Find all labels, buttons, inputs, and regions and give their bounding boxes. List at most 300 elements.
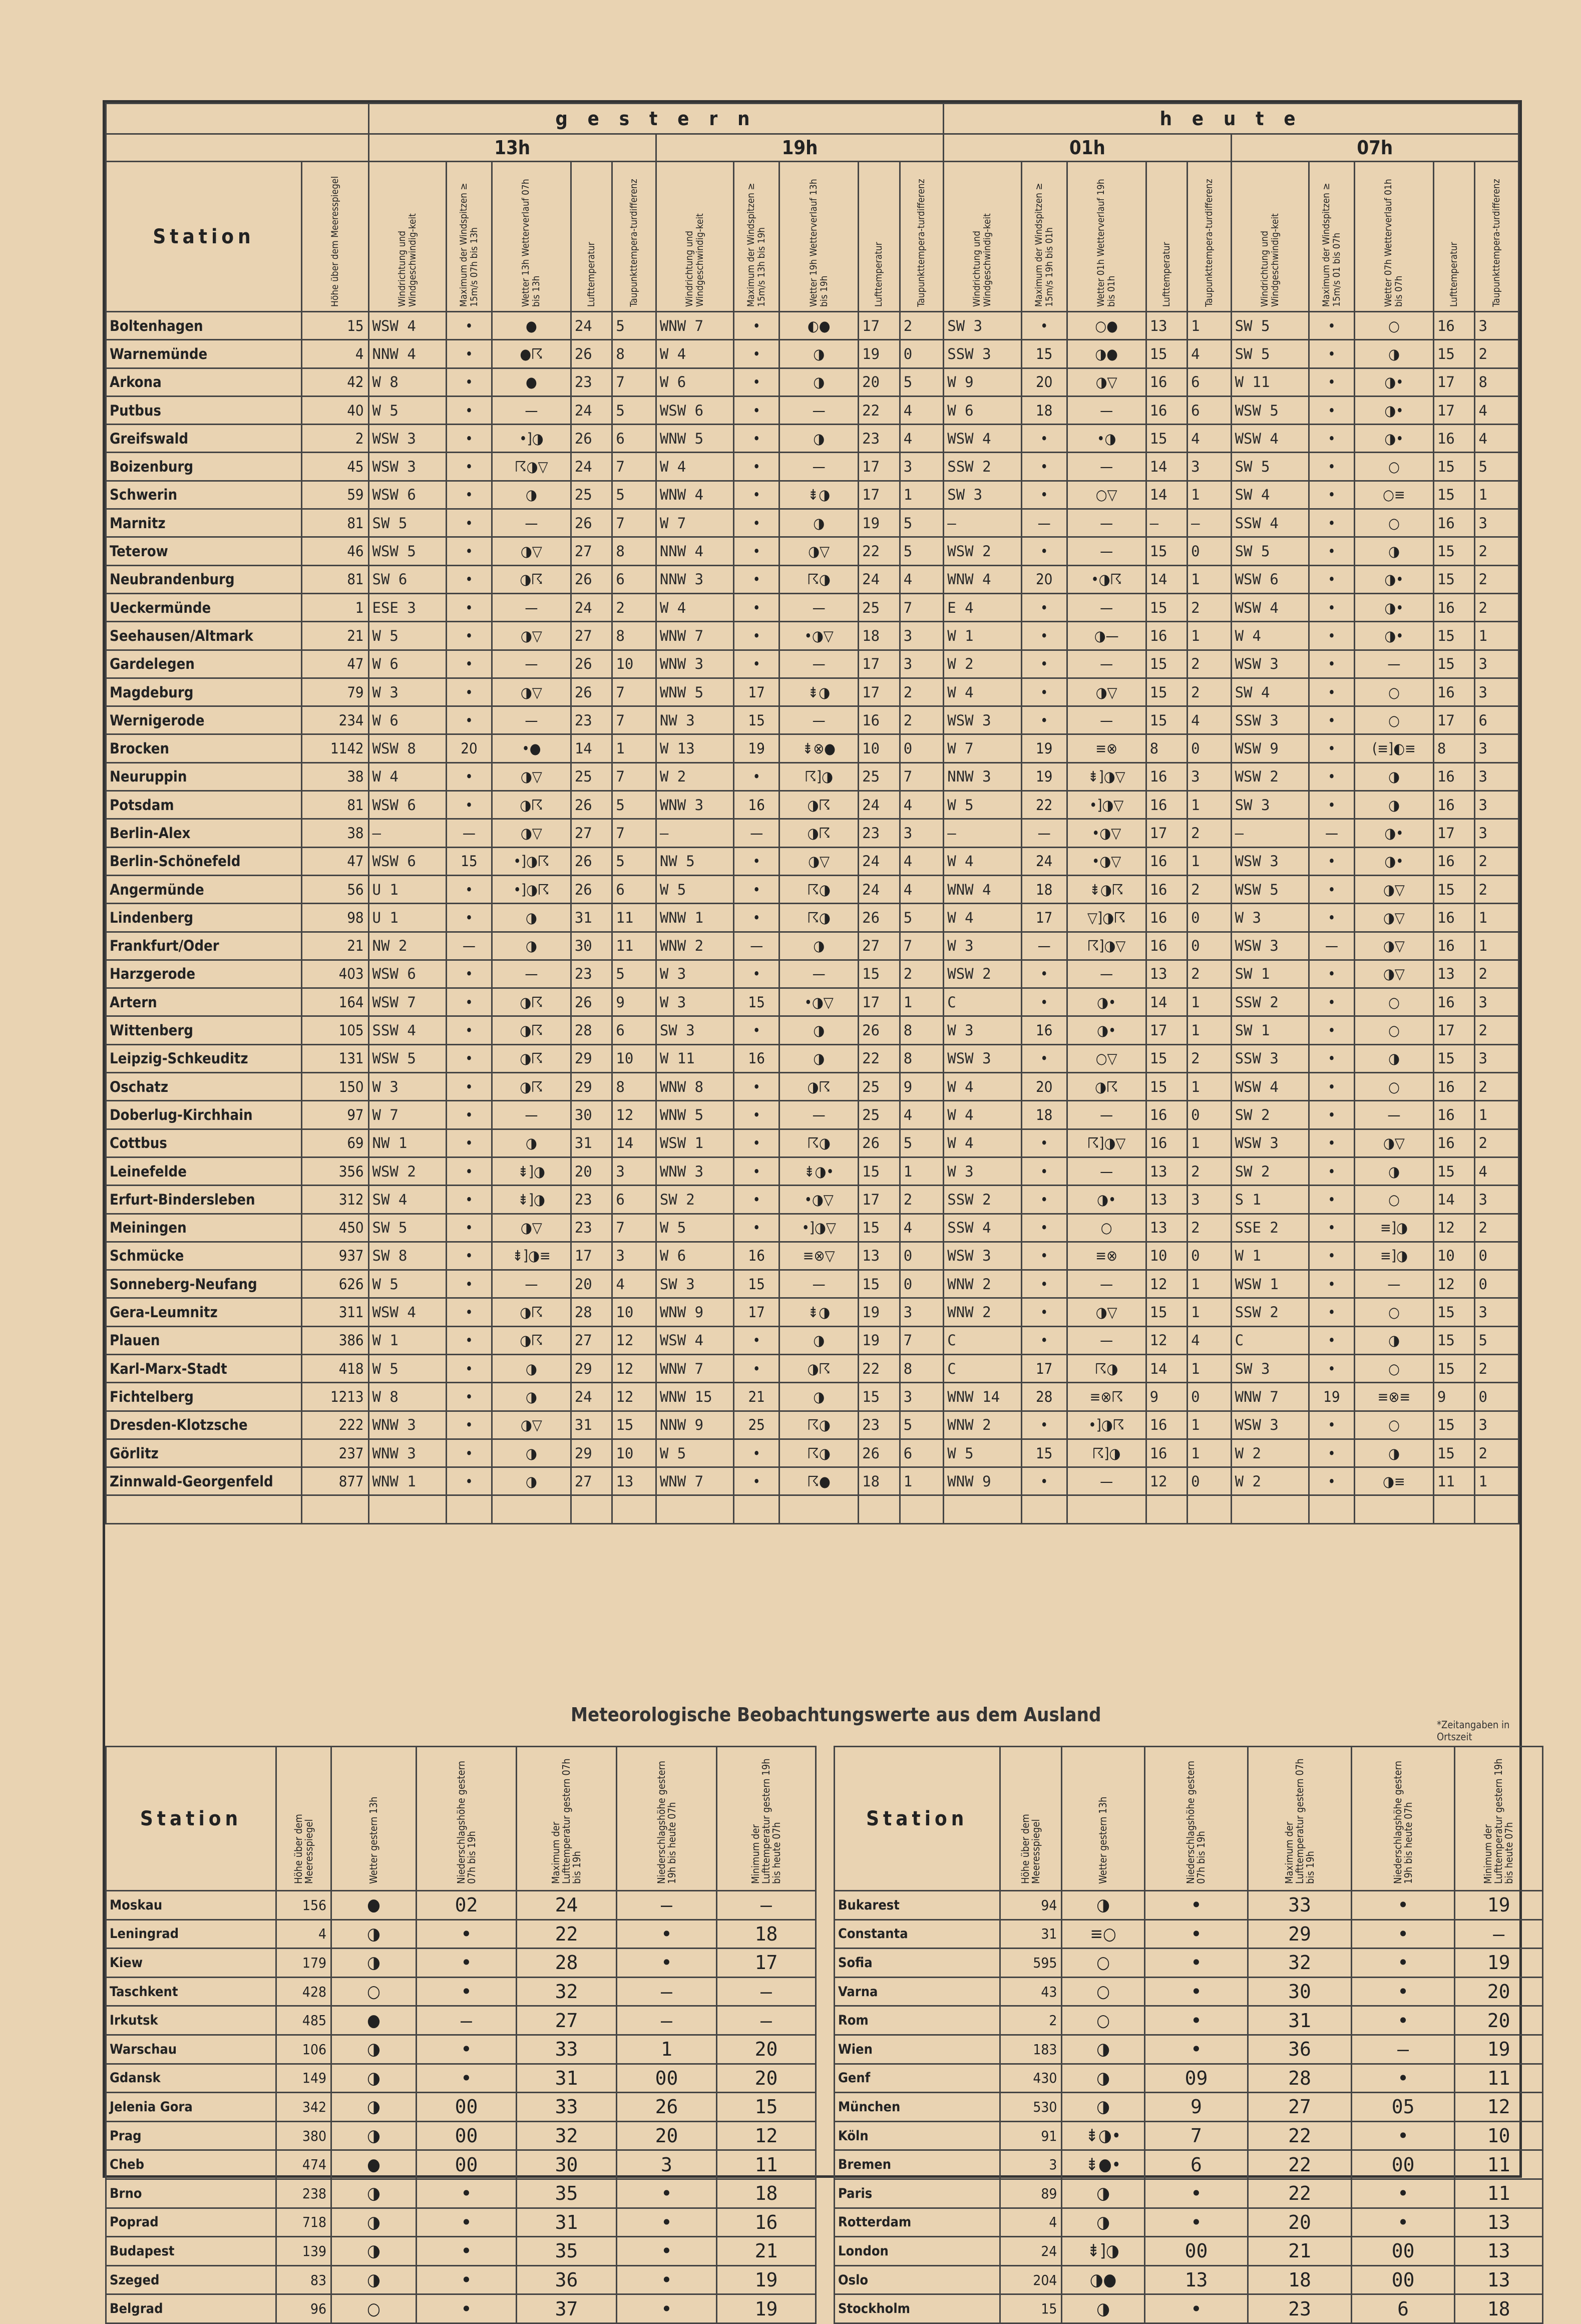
cell: 30 [517,2150,617,2179]
cell: 2 [1188,678,1231,706]
cell: ▽]◑☈ [1067,904,1146,932]
cell: W 11 [656,1044,733,1072]
cell: • [1021,706,1067,734]
cell: • [734,565,779,593]
cell: 16 [1146,875,1188,903]
cell: 22 [517,1919,617,1949]
cell: WNW 7 [656,312,733,340]
cell: 18 [1021,396,1067,424]
cell: • [734,396,779,424]
cell: 150 [301,1073,368,1101]
cell: 1 [1475,481,1519,509]
cell: • [1144,1919,1248,1949]
cell: W 2 [1231,1439,1309,1467]
cell: • [1021,622,1067,650]
cell: 20 [571,1157,612,1185]
cell: • [1309,340,1354,368]
cell: SSW 4 [944,1214,1021,1242]
cell: 3 [1475,1298,1519,1326]
cell: W 3 [656,988,733,1016]
cell: 10 [612,1044,656,1072]
observation-sheet [103,100,1522,2320]
cell: 15 [1146,425,1188,453]
foreign-right-header [835,1747,1543,1891]
cell: 3 [1188,453,1231,481]
cell: 3 [612,1242,656,1270]
cell: 20 [1248,2208,1352,2237]
cell: 33 [517,2035,617,2064]
cell: 17 [1433,819,1475,847]
cell: 11 [717,2150,816,2179]
cell: • [446,1242,492,1270]
cell: W 4 [656,340,733,368]
cell: • [446,537,492,565]
cell: 15 [1000,2294,1062,2323]
cell: 25 [571,762,612,791]
cell: 356 [301,1157,368,1185]
cell: 00 [417,2150,517,2179]
station-name: Wernigerode [106,706,302,734]
cell: 8 [900,1016,944,1044]
cell: 30 [1248,1977,1352,2006]
cell: WNW 7 [656,1467,733,1495]
cell: 10 [859,734,900,762]
cell: • [1144,1891,1248,1920]
station-name: Artern [106,988,302,1016]
station-name: Leinefelde [106,1157,302,1185]
foreign-observations-right [834,1746,1543,2324]
cell: • [1309,1270,1354,1298]
cell: 28 [517,1949,617,1978]
cell: 11 [1455,2064,1543,2093]
cell: •]◑▽ [779,1214,859,1242]
cell: 21 [717,2237,816,2266]
cell: ◑ [331,2265,417,2294]
cell: 16 [1433,904,1475,932]
cell: • [734,1354,779,1382]
cell: 12 [1455,2093,1543,2122]
cell: 17 [1146,819,1188,847]
cell: • [734,762,779,791]
cell: 24 [571,593,612,621]
cell: 24 [859,565,900,593]
cell: ◑☈ [492,565,571,593]
cell: 14 [1146,481,1188,509]
cell: 1 [1475,904,1519,932]
cell: ◑☈ [779,791,859,819]
cell: 6 [1475,706,1519,734]
cell: 15 [1433,340,1475,368]
station-name: Ueckermünde [106,593,302,621]
col-header-h07-1: Maximum der Windspitzen ≥ 15m/s 01 bis 07h [1309,162,1354,312]
cell: 23 [571,706,612,734]
cell: 29 [1248,1919,1352,1949]
cell: 15 [446,847,492,875]
cell: SW 5 [368,1214,446,1242]
cell: 19 [734,734,779,762]
cell: 8 [1475,368,1519,396]
cell: 1 [1188,1298,1231,1326]
station-name: Lindenberg [106,904,302,932]
cell: 4 [900,1214,944,1242]
cell: ⇟◑• [1062,2121,1144,2150]
cell: 18 [717,1919,816,1949]
cell: • [1351,1919,1455,1949]
cell: ◑ [779,1383,859,1411]
cell: 20 [1021,565,1067,593]
cell: — [1067,537,1146,565]
cell: ☈◑ [779,875,859,903]
cell: • [446,509,492,537]
cell: WNW 7 [1231,1383,1309,1411]
cell: • [1021,1298,1067,1326]
col-header-h19-3: Lufttemperatur [859,162,900,312]
cell: • [1309,650,1354,678]
cell: 15 [1146,537,1188,565]
cell: ●☈ [492,340,571,368]
station-name: London [835,2237,1000,2266]
table-row [835,2294,1543,2323]
cell: 20 [571,1270,612,1298]
cell: — [1188,509,1231,537]
cell: ○ [331,2294,417,2323]
station-name: Marnitz [106,509,302,537]
foreign-col-header-2: Wetter gestern 13h [1062,1747,1144,1891]
cell: 15 [1433,1354,1475,1382]
cell: ◑ [1355,1044,1434,1072]
cell: ◑— [1067,622,1146,650]
cell: 00 [417,2121,517,2150]
cell: 15 [859,1383,900,1411]
cell: 13 [1455,2265,1543,2294]
cell: 81 [301,565,368,593]
cell: • [1021,593,1067,621]
cell: W 2 [1231,1467,1309,1495]
cell: 24 [1021,847,1067,875]
cell: SW 4 [368,1186,446,1214]
cell: • [1021,1186,1067,1214]
cell: W 2 [944,650,1021,678]
table-row [106,1467,1519,1495]
cell: • [734,904,779,932]
cell: 0 [1188,1242,1231,1270]
cell: 3 [1475,762,1519,791]
cell: C [1231,1326,1309,1354]
cell: ● [331,2006,417,2035]
cell: 16 [1433,1073,1475,1101]
station-name: Plauen [106,1326,302,1354]
station-name: Oschatz [106,1073,302,1101]
cell: 24 [571,396,612,424]
cell: — [944,509,1021,537]
cell: 0 [1188,734,1231,762]
cell: 20 [1021,368,1067,396]
cell: • [417,1949,517,1978]
cell: 4 [1188,1326,1231,1354]
cell: • [1309,847,1354,875]
cell: — [1067,1157,1146,1185]
table-row [835,2064,1543,2093]
cell: WNW 9 [944,1467,1021,1495]
cell: • [446,988,492,1016]
table-row [106,1157,1519,1185]
cell: 4 [1000,2208,1062,2237]
cell: • [446,1044,492,1072]
cell: ≡⊗ [1067,734,1146,762]
cell: SSW 3 [1231,706,1309,734]
cell: WSW 4 [656,1326,733,1354]
cell: WNW 2 [944,1270,1021,1298]
cell: 17 [1021,1354,1067,1382]
cell: WNW 2 [656,932,733,960]
cell: WSW 6 [368,847,446,875]
cell: 19 [859,1326,900,1354]
cell: 16 [1433,678,1475,706]
cell: 5 [612,396,656,424]
cell: ◑▽ [1355,875,1434,903]
cell: • [1144,2035,1248,2064]
blank-cell [859,1495,900,1523]
cell: NW 1 [368,1129,446,1157]
cell: • [1309,1326,1354,1354]
station-name: Putbus [106,396,302,424]
cell: 22 [859,1044,900,1072]
cell: ◑ [331,2237,417,2266]
cell: — [1455,1919,1543,1949]
cell: SW 3 [656,1016,733,1044]
cell: 26 [571,875,612,903]
cell: W 3 [1231,904,1309,932]
cell: 8 [612,537,656,565]
cell: 15 [1146,1298,1188,1326]
table-row [106,1044,1519,1072]
cell: • [734,453,779,481]
col-header-h13-0: Windrichtung und Windgeschwindig-keit [368,162,446,312]
cell: 2 [1475,1129,1519,1157]
cell: ◑☈ [492,1044,571,1072]
table-row [106,2006,816,2035]
cell: ☈]◑ [779,762,859,791]
cell: 33 [1248,1891,1352,1920]
cell: ⇟]◑ [492,1157,571,1185]
cell: ◑ [331,1949,417,1978]
cell: 16 [1146,762,1188,791]
cell: 21 [301,622,368,650]
cell: 626 [301,1270,368,1298]
cell: 25 [571,481,612,509]
cell: 8 [1433,734,1475,762]
foreign-col-header-6: Minimum der Lufttemperatur gestern 19h bis heute 07h [1455,1747,1543,1891]
cell: 1 [1475,1467,1519,1495]
cell: ◑ [331,2208,417,2237]
cell: 4 [900,396,944,424]
cell: 31 [517,2208,617,2237]
station-name: Bukarest [835,1891,1000,1920]
cell: 27 [1248,2093,1352,2122]
cell: 12 [1146,1270,1188,1298]
cell: W 6 [944,396,1021,424]
cell: 5 [612,312,656,340]
cell: 26 [571,847,612,875]
cell: • [734,1157,779,1185]
cell: ≡⊗☈ [1067,1383,1146,1411]
cell: 19 [717,2294,816,2323]
cell: E 4 [944,593,1021,621]
cell: 5 [612,791,656,819]
cell: 15 [1146,1073,1188,1101]
cell: • [734,622,779,650]
cell: — [1355,1101,1434,1129]
cell: 311 [301,1298,368,1326]
cell: 10 [612,650,656,678]
table-row [106,960,1519,988]
blank-cell [1231,1495,1309,1523]
cell: 595 [1000,1949,1062,1978]
table-row [106,1129,1519,1157]
cell: NNW 4 [368,340,446,368]
cell: — [717,1977,816,2006]
cell: W 5 [656,875,733,903]
cell: SW 5 [1231,312,1309,340]
cell: 31 [517,2064,617,2093]
foreign-col-header-3: Niederschlagshöhe gestern 07h bis 19h [1144,1747,1248,1891]
cell: 485 [276,2006,331,2035]
time-19h: 19h [656,134,943,162]
station-name: Cottbus [106,1129,302,1157]
col-header-h13-3: Lufttemperatur [571,162,612,312]
cell: 12 [612,1101,656,1129]
cell: C [944,1354,1021,1382]
cell: 24 [571,1383,612,1411]
cell: 16 [1146,932,1188,960]
cell: ◑ [492,1129,571,1157]
cell: • [446,1467,492,1495]
domestic-observations-table [105,103,1519,1524]
table-row [835,2035,1543,2064]
cell: 16 [734,1044,779,1072]
cell: ◐● [779,312,859,340]
cell: ○≡ [1355,481,1434,509]
foreign-col-header-4: Maximum der Lufttemperatur gestern 07h bis 19h [1248,1747,1352,1891]
cell: 7 [612,368,656,396]
station-name: Wien [835,2035,1000,2064]
cell: • [446,481,492,509]
cell: 7 [900,932,944,960]
cell: 02 [417,1891,517,1920]
cell: 23 [859,819,900,847]
cell: • [446,1157,492,1185]
table-row [106,1270,1519,1298]
cell: 20 [717,2064,816,2093]
table-row [106,1101,1519,1129]
cell: SW 5 [1231,453,1309,481]
table-row [835,1949,1543,1978]
cell: W 8 [368,1383,446,1411]
cell: 8 [612,1073,656,1101]
cell: ◑ [492,904,571,932]
cell: 3 [900,453,944,481]
cell: 131 [301,1044,368,1072]
height-header: Höhe über dem Meeresspiegel [301,162,368,312]
foreign-col-header-1: Höhe über dem Meeresspiegel [276,1747,331,1891]
cell: — [717,2006,816,2035]
cell: — [492,960,571,988]
cell: 3 [900,650,944,678]
cell: ☈◑▽ [492,453,571,481]
cell: 2 [900,312,944,340]
cell: ≡○ [1062,1919,1144,1949]
cell: — [779,396,859,424]
cell: 3 [1475,791,1519,819]
cell: 1 [1188,1270,1231,1298]
cell: WSW 2 [368,1157,446,1185]
cell: 1 [900,988,944,1016]
cell: ⇟◑• [779,1157,859,1185]
cell: • [1351,2208,1455,2237]
cell: 1 [612,734,656,762]
station-name: Dresden-Klotzsche [106,1411,302,1439]
station-name: Erfurt-Bindersleben [106,1186,302,1214]
cell: 718 [276,2208,331,2237]
cell: •◑▽ [779,622,859,650]
cell: 3 [617,2150,717,2179]
cell: 10 [1433,1242,1475,1270]
blank-corner-2 [106,134,369,162]
cell: • [734,1016,779,1044]
cell: 13 [1455,2208,1543,2237]
cell: 16 [1433,847,1475,875]
cell: • [446,791,492,819]
cell: •◑▽ [1067,847,1146,875]
cell: ◑▽ [492,678,571,706]
blank-row [106,1495,1519,1523]
cell: 17 [1433,396,1475,424]
cell: ◑ [1062,2064,1144,2093]
cell: 17 [1433,1016,1475,1044]
cell: 5 [612,481,656,509]
cell: ◑▽ [492,537,571,565]
cell: 26 [859,1016,900,1044]
cell: 30 [571,932,612,960]
station-name: Seehausen/Altmark [106,622,302,650]
cell: 1 [1188,1411,1231,1439]
col-header-h07-4: Taupunkttempera-turdifferenz [1475,162,1519,312]
cell: ○ [1355,1298,1434,1326]
station-name: Fichtelberg [106,1383,302,1411]
foreign-col-header-5: Niederschlagshöhe gestern 19h bis heute 07h [617,1747,717,1891]
station-name: Prag [106,2121,276,2150]
cell: — [1067,960,1146,988]
cell: ◑• [1355,396,1434,424]
cell: 15 [1433,1044,1475,1072]
cell: 94 [1000,1891,1062,1920]
cell: •]◑ [492,425,571,453]
cell: 14 [1146,1354,1188,1382]
cell: WNW 7 [656,622,733,650]
cell: 2 [1188,593,1231,621]
cell: WSW 6 [368,791,446,819]
cell: SW 1 [1231,1016,1309,1044]
cell: 16 [1146,1129,1188,1157]
cell: • [1021,1467,1067,1495]
cell: 6 [612,1186,656,1214]
cell: ☈]◑ [1067,1439,1146,1467]
cell: • [446,1411,492,1439]
cell: 17 [734,678,779,706]
cell: WSW 3 [1231,1129,1309,1157]
cell: 26 [571,425,612,453]
cell: ○ [1062,2006,1144,2035]
